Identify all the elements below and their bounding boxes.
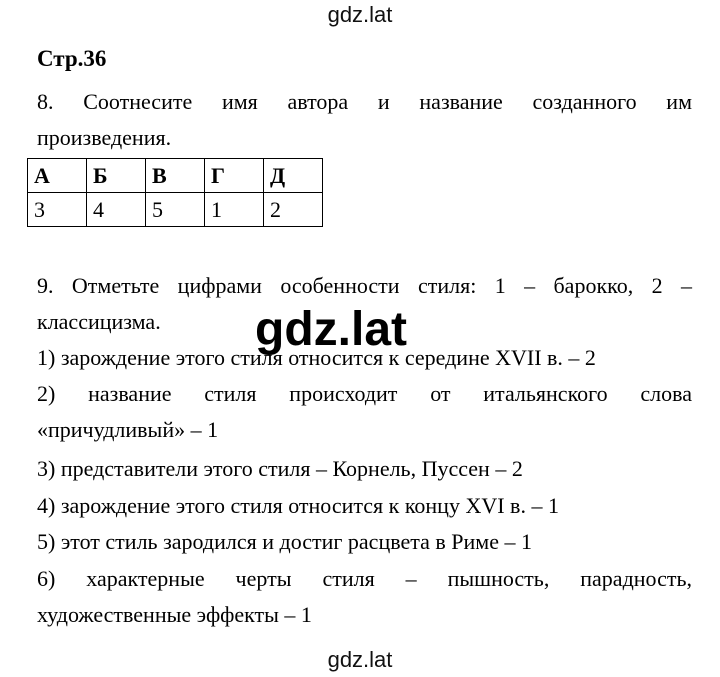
task-9-item-3: 3) представители этого стиля – Корнель, Пуссен – 2	[37, 456, 523, 481]
answer-table-value-row	[28, 193, 323, 227]
task-9-item-1: 1) зарождение этого стиля относится к середине XVII в. – 2	[37, 345, 596, 370]
answer-table-header: Г	[205, 159, 264, 193]
answer-table-cell: 4	[87, 193, 146, 227]
task-9-item-2: 2) название стиля происходит от итальянского слова	[37, 381, 692, 406]
task-9-item-2-continued: «причудливый» – 1	[37, 417, 219, 442]
watermark-top: gdz.lat	[327, 2, 393, 27]
watermark-center: gdz.lat	[255, 303, 407, 356]
answer-table-cell: 3	[28, 193, 87, 227]
answer-table-header-row	[28, 159, 323, 193]
answer-table-header: Б	[87, 159, 146, 193]
task-8-question: 8. Соотнесите имя автора и название созданного им	[37, 89, 692, 114]
task-9-question-continued: классицизма.	[37, 309, 161, 334]
task-9-item-6: 6) характерные черты стиля – пышность, парадность,	[37, 566, 692, 591]
task-9-item-6-continued: художественные эффекты – 1	[37, 602, 312, 627]
page-label: Стр.36	[37, 46, 107, 71]
watermark-bottom: gdz.lat	[327, 647, 393, 672]
answer-table-cell: 2	[264, 193, 323, 227]
task-8-question-continued: произведения.	[37, 125, 172, 150]
answer-table-header: В	[146, 159, 205, 193]
answer-table	[27, 158, 323, 227]
task-9-item-5: 5) этот стиль зародился и достиг расцвета в Риме – 1	[37, 529, 532, 554]
answer-table-header: Д	[264, 159, 323, 193]
answer-table-cell: 5	[146, 193, 205, 227]
task-9-item-4: 4) зарождение этого стиля относится к концу XVI в. – 1	[37, 493, 559, 518]
task-9-question: 9. Отметьте цифрами особенности стиля: 1 – барокко, 2 –	[37, 273, 692, 298]
answer-table-header: А	[28, 159, 87, 193]
answer-table-cell: 1	[205, 193, 264, 227]
